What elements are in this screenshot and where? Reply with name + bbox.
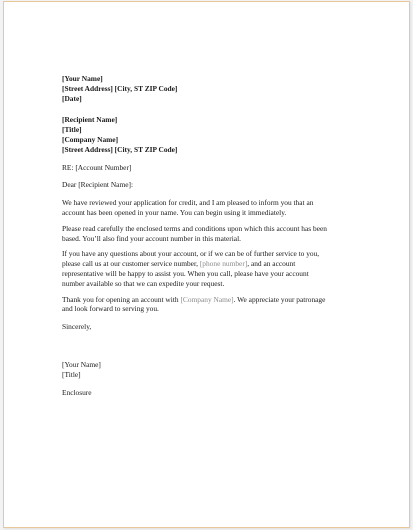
paragraph-line: account has been opened in your name. You can begin using it immediately. (62, 207, 287, 217)
signature-name: [Your Name] (62, 359, 101, 369)
letter-body (62, 74, 382, 397)
paragraph-3 (62, 249, 382, 288)
paragraph-line: representative will be happy to assist you. When you call, please have your account (62, 268, 309, 278)
sender-name: [Your Name] (62, 74, 103, 83)
salutation: Dear [Recipient Name]: (62, 180, 133, 190)
paragraph-line: If you have any questions about your account, or if we can be of further service to you, (62, 249, 320, 259)
paragraph-text: , and an account (247, 259, 296, 269)
paragraph-2 (62, 224, 382, 244)
paragraph-line (62, 259, 382, 269)
recipient-title: [Title] (62, 125, 82, 135)
paragraph-line (62, 295, 382, 305)
paragraph-text: please call us at our customer service number, (62, 259, 200, 269)
closing: Sincerely, (62, 322, 92, 332)
paragraph-text: Thank you for opening an account with (62, 294, 181, 304)
paragraph-line: based. You’ll also find your account number in this material. (62, 233, 241, 243)
signature-title: [Title] (62, 369, 81, 379)
letter-page (3, 1, 410, 528)
paragraph-1 (62, 198, 382, 218)
recipient-address: [Street Address] [City, ST ZIP Code] (62, 144, 178, 154)
paragraph-4 (62, 295, 382, 315)
signature-block (62, 360, 382, 380)
sender-address: [Street Address] [City, ST ZIP Code] (62, 83, 178, 93)
paragraph-line: We have reviewed your application for credit, and I am pleased to inform you that an (62, 198, 314, 208)
paragraph-line: number available so that we can expedite your request. (62, 278, 225, 288)
recipient-company: [Company Name] (62, 134, 119, 144)
recipient-block (62, 115, 382, 154)
paragraph-text: . We appreciate your patronage (233, 294, 326, 304)
recipient-name: [Recipient Name] (62, 115, 118, 125)
paragraph-line: Please read carefully the enclosed terms and conditions upon which this account has been (62, 223, 327, 233)
enclosure-note: Enclosure (62, 387, 92, 397)
paragraph-line: and look forward to serving you. (62, 304, 159, 314)
company-placeholder: [Company Name] (180, 294, 234, 304)
sender-block (62, 74, 382, 103)
phone-placeholder: [phone number] (199, 259, 248, 269)
letter-date: [Date] (62, 93, 82, 103)
re-line: RE: [Account Number] (62, 162, 132, 172)
